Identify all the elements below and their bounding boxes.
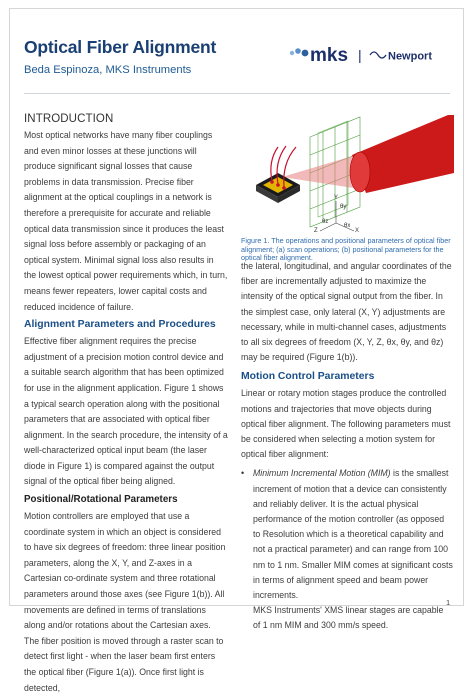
mim-text: is the smallest increment of motion that a device can consistently and reliably deliver. It is the actual physical performance of the motion controller (as opposed to Resolution which is a theoretical capability and not a practical parameter) and can range from 100 nm to 1 nm. Smaller MIM comes at significant costs in terms of alignment speed and beam power increments. xyxy=(253,468,453,601)
alignment-heading: Alignment Parameters and Procedures xyxy=(24,319,216,331)
page-number: 1 xyxy=(446,598,451,607)
header-divider xyxy=(24,93,450,94)
mim-bullet xyxy=(241,466,453,633)
fiber-alignment-figure xyxy=(248,115,454,233)
figure-caption: Figure 1. The operations and positional parameters of optical fiber alignment; (a) scan operations; (b) positional parameters for the optical fiber alignment. xyxy=(241,236,451,263)
rot-y-label: θy xyxy=(340,204,347,210)
alignment-paragraph: Effective fiber alignment requires the precise adjustment of a precision motion control device and a suitable search algorithm that has been optimized for use in the alignment application. Figure 1 shows a typical search operation along with the positional parameters that are associated with optical fiber alignment. In the search procedure, the intensity of a well-characterized optical input beam (the laser diode in Figure 1) is compared against the output signal of the optical fiber being aligned. xyxy=(24,336,228,487)
continued-paragraph: the lateral, longitudinal, and angular coordinates of the fiber are incrementally adjusted to maximize the intensity of the optical signal output from the fiber. In the simplest case, only lateral (X, Y) adjustments are necessary, while in multi-channel cases, adjustments to all six degrees of freedom (X, Y, Z, θx, θy, and θz) may be required (Figure 1(b)). xyxy=(241,261,452,363)
newport-swoosh-icon xyxy=(370,52,386,58)
axis-z-label: Z xyxy=(314,228,318,233)
mks-dots-icon xyxy=(290,48,309,56)
company-logo xyxy=(284,42,464,68)
page-title: Optical Fiber Alignment xyxy=(24,37,217,57)
bullet-mark: • xyxy=(241,468,245,479)
right-column xyxy=(241,259,453,634)
motion-heading: Motion Control Parameters xyxy=(241,371,375,383)
logo-divider: | xyxy=(358,47,362,63)
axis-y-label: Y xyxy=(334,195,339,201)
intro-paragraph: Most optical networks have many fiber couplings and even minor losses at these junctions will produce significant signal losses that cause problems in data transmission. Precise fiber alignment at the optical couplings in a network is therefore a prerequisite for accurate and reliable optical data transmission since it produces the least signal loss before assembly or packaging of an optical system. Minimal signal loss also results in the lowest optical power requirements which, in turn, means fewer repeaters, lower capital costs and reduced incidence of failure. xyxy=(24,130,228,312)
positional-heading: Positional/Rotational Parameters xyxy=(24,494,178,506)
rot-x-label: θx xyxy=(344,223,351,229)
mim-paragraph xyxy=(253,466,453,603)
xms-paragraph: MKS Instruments' XMS linear stages are capable of 1 nm MIM and 300 mm/s speed. xyxy=(253,605,444,631)
axis-x-label: X xyxy=(355,228,360,233)
fiber-end xyxy=(350,152,370,192)
motion-paragraph: Linear or rotary motion stages produce the controlled motions and trajectories that move objects during optical fiber alignment. The following parameters must be considered when selecting a motion system for optical fiber alignment: xyxy=(241,388,451,460)
positional-paragraph: Motion controllers are employed that use a coordinate system in which an object is considered to have six degrees of freedom: three linear position parameters, along the X, Y, and Z-axes in a Cartesian co-ordinate system and three rotational parameters around those axes (see Figure 1(b)). All movements are defined in terms of translations along and/or rotations about the Cartesian axes. The fiber position is moved through a raster scan to detect first light - when the laser beam first enters the optical fiber (Figure 1(a)). Once first light is detected, xyxy=(24,511,226,693)
mim-term: Minimum Incremental Motion (MIM) xyxy=(253,468,391,479)
left-column xyxy=(24,113,228,700)
intro-heading: INTRODUCTION xyxy=(24,113,114,125)
rot-z-label: θz xyxy=(322,219,329,225)
mks-wordmark: mks xyxy=(310,45,349,66)
author-line: Beda Espinoza, MKS Instruments xyxy=(24,64,192,76)
newport-wordmark: Newport xyxy=(388,50,432,63)
